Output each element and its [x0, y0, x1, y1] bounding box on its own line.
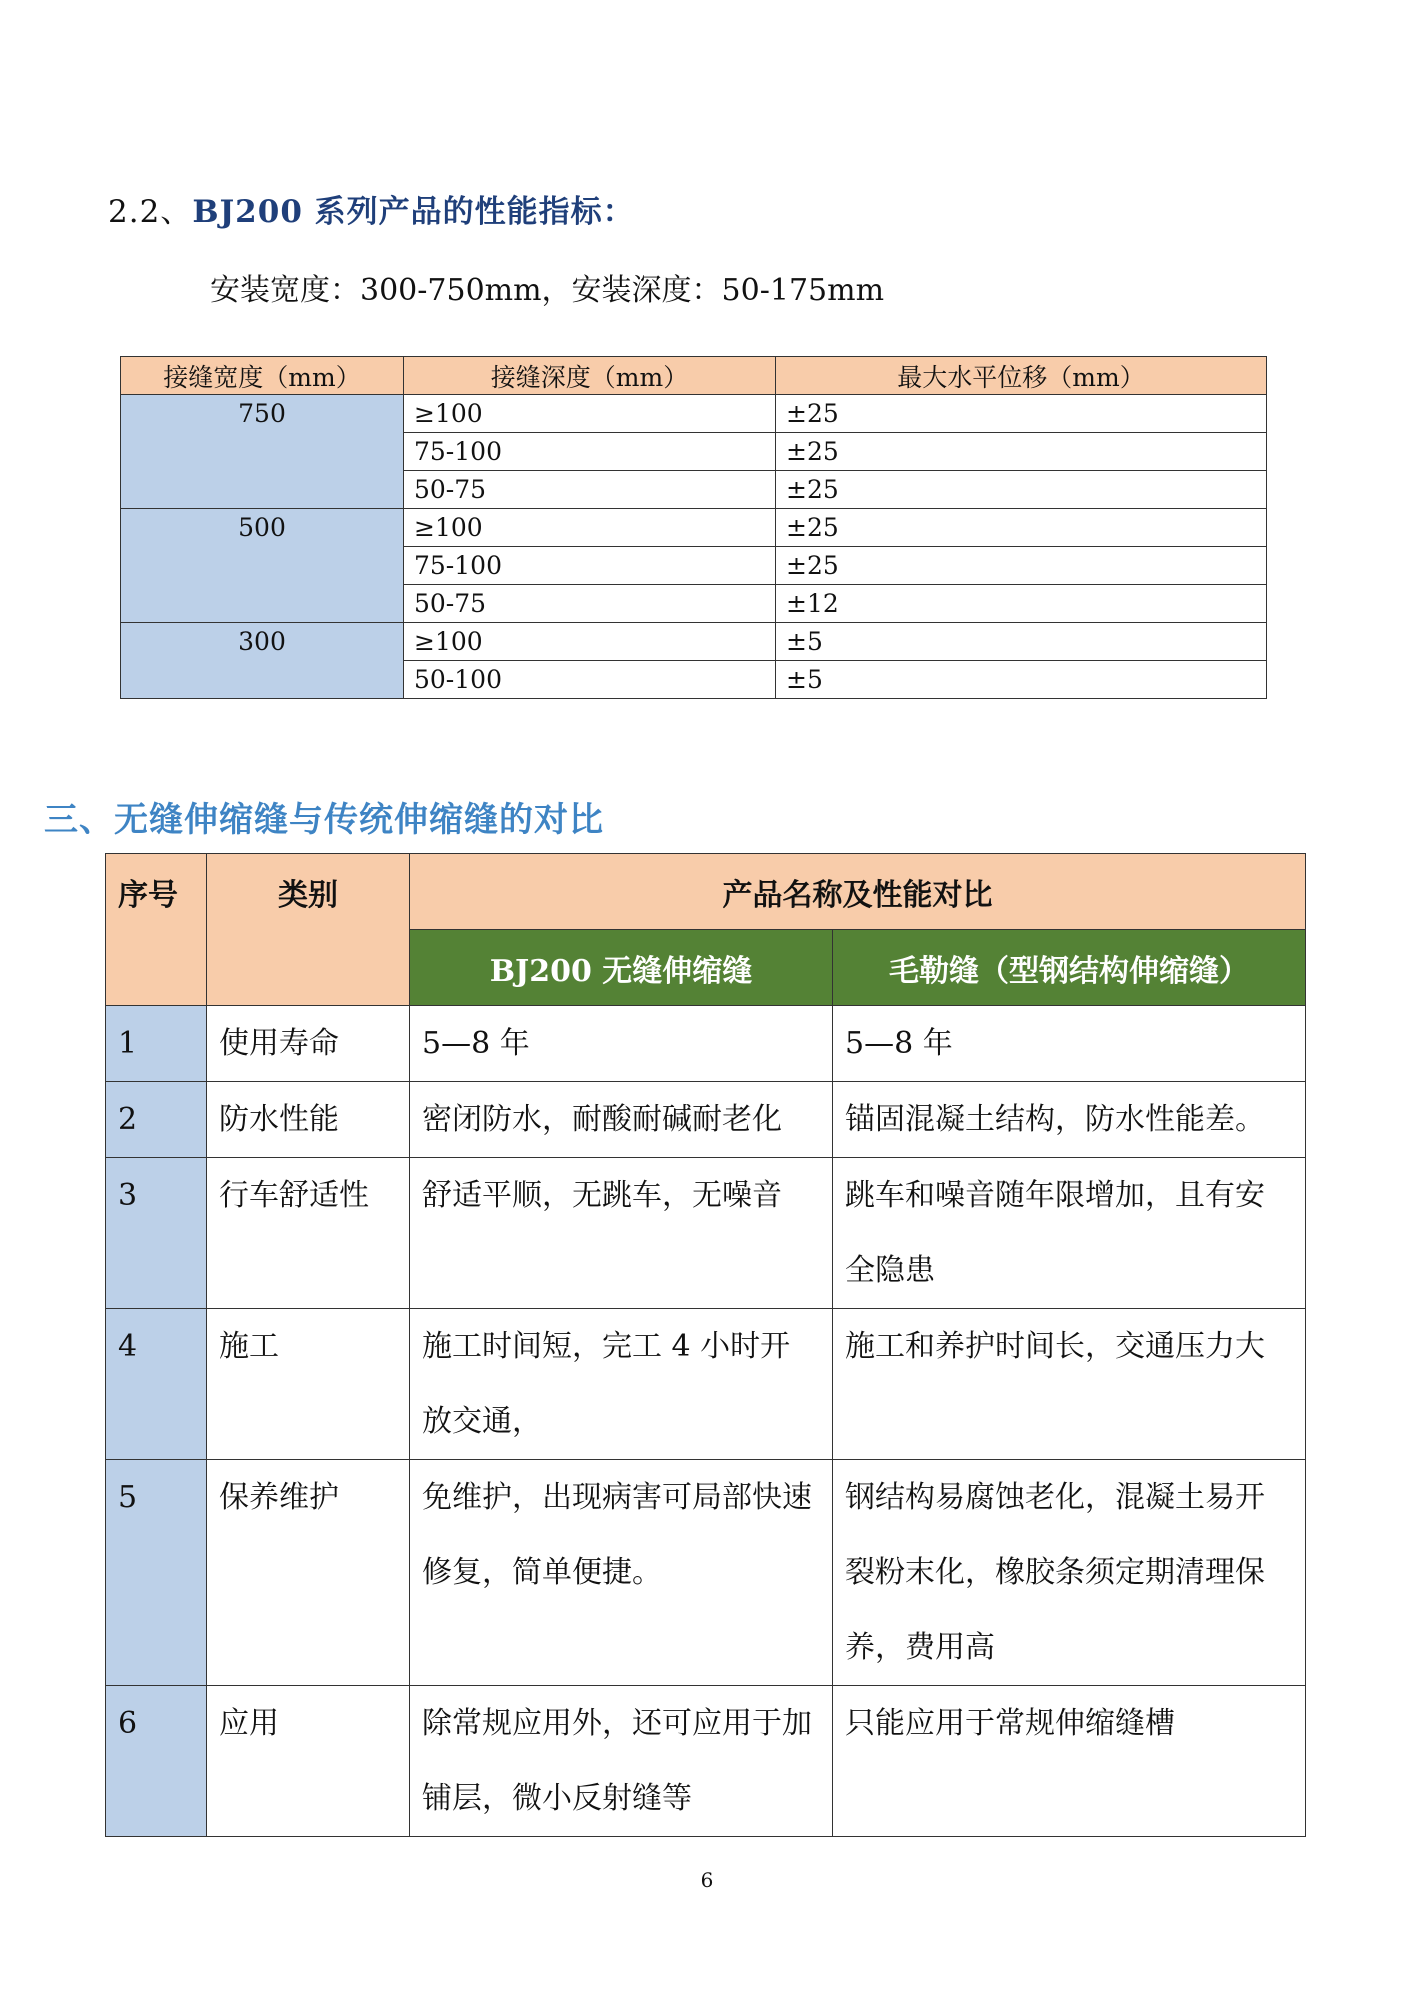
row-index: 4 — [106, 1309, 207, 1460]
install-dimensions-text: 安装宽度：300-750mm，安装深度：50-175mm — [210, 273, 885, 308]
header-category: 类别 — [207, 854, 410, 1006]
displacement-cell: ±5 — [776, 623, 1267, 661]
row-bj200-value: 密闭防水，耐酸耐碱耐老化 — [410, 1082, 833, 1158]
section-2-2-heading — [108, 186, 635, 231]
header-joint-depth: 接缝深度（mm） — [404, 357, 776, 395]
row-index: 2 — [106, 1082, 207, 1158]
joint-depth-cell: 75-100 — [404, 433, 776, 471]
comparison-table — [105, 853, 1306, 1837]
joint-depth-cell: 50-75 — [404, 471, 776, 509]
table-row — [106, 1158, 1306, 1309]
joint-depth-cell: 50-100 — [404, 661, 776, 699]
joint-depth-cell: ≥100 — [404, 395, 776, 433]
joint-depth-cell: ≥100 — [404, 509, 776, 547]
row-maurer-value: 施工和养护时间长，交通压力大 — [833, 1309, 1306, 1460]
table-row — [106, 1006, 1306, 1082]
row-index: 6 — [106, 1686, 207, 1837]
row-category: 使用寿命 — [207, 1006, 410, 1082]
displacement-cell: ±12 — [776, 585, 1267, 623]
joint-depth-cell: 50-75 — [404, 585, 776, 623]
row-bj200-value: 施工时间短，完工 4 小时开放交通， — [410, 1309, 833, 1460]
row-maurer-value: 5—8 年 — [833, 1006, 1306, 1082]
displacement-cell: ±25 — [776, 433, 1267, 471]
table-row — [121, 395, 1267, 433]
header-joint-width: 接缝宽度（mm） — [121, 357, 404, 395]
row-category: 保养维护 — [207, 1460, 410, 1686]
page-number: 6 — [700, 1868, 714, 1892]
displacement-cell: ±25 — [776, 547, 1267, 585]
header-product-maurer: 毛勒缝（型钢结构伸缩缝） — [833, 930, 1306, 1006]
row-maurer-value: 锚固混凝土结构，防水性能差。 — [833, 1082, 1306, 1158]
comparison-table-header-row-1 — [106, 854, 1306, 930]
displacement-cell: ±25 — [776, 509, 1267, 547]
row-maurer-value: 只能应用于常规伸缩缝槽 — [833, 1686, 1306, 1837]
row-category: 防水性能 — [207, 1082, 410, 1158]
header-compare: 产品名称及性能对比 — [410, 854, 1306, 930]
table-row — [106, 1082, 1306, 1158]
performance-table-header-row — [121, 357, 1267, 395]
section-2-2-title: BJ200 系列产品的性能指标： — [192, 194, 635, 230]
row-category: 施工 — [207, 1309, 410, 1460]
header-max-displacement: 最大水平位移（mm） — [776, 357, 1267, 395]
row-index: 5 — [106, 1460, 207, 1686]
table-row — [121, 509, 1267, 547]
joint-width-cell: 500 — [121, 509, 404, 623]
row-category: 行车舒适性 — [207, 1158, 410, 1309]
performance-table — [120, 356, 1267, 699]
row-category: 应用 — [207, 1686, 410, 1837]
table-row — [121, 623, 1267, 661]
joint-depth-cell: ≥100 — [404, 623, 776, 661]
section-2-2-number: 2.2、 — [108, 194, 193, 230]
table-row — [106, 1309, 1306, 1460]
header-product-bj200: BJ200 无缝伸缩缝 — [410, 930, 833, 1006]
section-3-title: 三、无缝伸缩缝与传统伸缩缝的对比 — [44, 800, 604, 840]
row-maurer-value: 钢结构易腐蚀老化，混凝土易开裂粉末化，橡胶条须定期清理保养，费用高 — [833, 1460, 1306, 1686]
row-index: 3 — [106, 1158, 207, 1309]
row-bj200-value: 除常规应用外，还可应用于加铺层，微小反射缝等 — [410, 1686, 833, 1837]
displacement-cell: ±5 — [776, 661, 1267, 699]
joint-width-cell: 750 — [121, 395, 404, 509]
row-maurer-value: 跳车和噪音随年限增加，且有安全隐患 — [833, 1158, 1306, 1309]
row-bj200-value: 免维护，出现病害可局部快速修复，简单便捷。 — [410, 1460, 833, 1686]
displacement-cell: ±25 — [776, 471, 1267, 509]
header-index: 序号 — [106, 854, 207, 1006]
row-bj200-value: 5—8 年 — [410, 1006, 833, 1082]
displacement-cell: ±25 — [776, 395, 1267, 433]
table-row — [106, 1686, 1306, 1837]
row-index: 1 — [106, 1006, 207, 1082]
row-bj200-value: 舒适平顺，无跳车，无噪音 — [410, 1158, 833, 1309]
table-row — [106, 1460, 1306, 1686]
joint-width-cell: 300 — [121, 623, 404, 699]
joint-depth-cell: 75-100 — [404, 547, 776, 585]
